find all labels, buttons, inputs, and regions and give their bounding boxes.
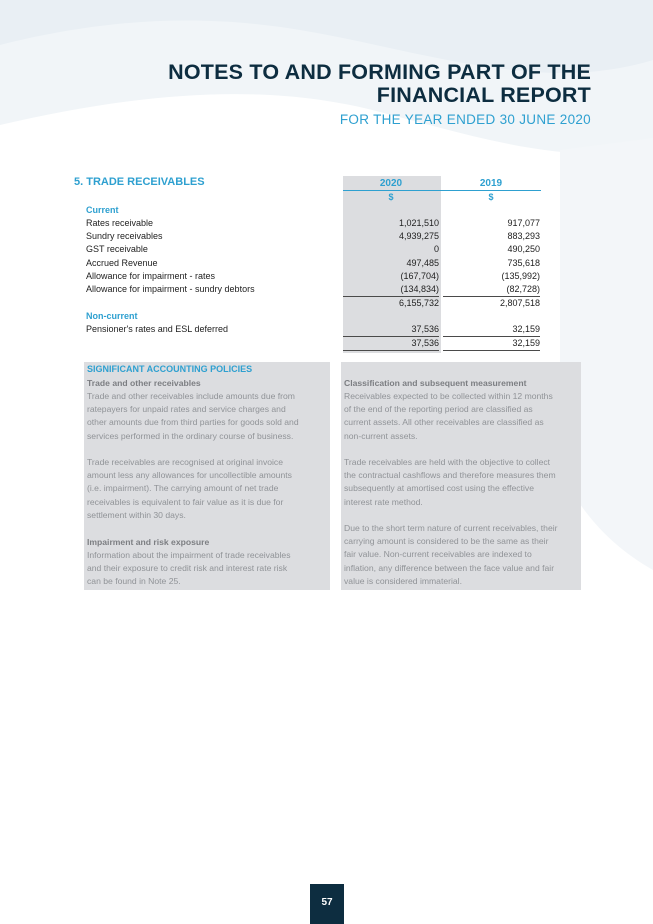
page-subtitle: FOR THE YEAR ENDED 30 JUNE 2020	[339, 112, 591, 127]
subtotal-rule-2019	[443, 296, 540, 297]
noncurrent-heading: Non-current	[86, 311, 138, 321]
current-heading: Current	[86, 205, 119, 215]
value-2020: 37,536	[411, 324, 439, 334]
header-rule	[343, 190, 541, 191]
value-2019: 490,250	[507, 244, 540, 254]
noncurrent-total-2020: 37,536	[411, 338, 439, 348]
value-2019: 735,618	[507, 258, 540, 268]
value-2020: 1,021,510	[398, 218, 439, 228]
page-title-line1: NOTES TO AND FORMING PART OF THE	[168, 60, 591, 84]
row-label: Allowance for impairment - sundry debtors	[86, 284, 255, 294]
page-number: 57	[321, 897, 333, 908]
section-heading: 5. TRADE RECEIVABLES	[74, 176, 205, 188]
policy-paragraph: Receivables expected to be collected within 12 months of the end of the reporting period are classified as current assets. All other receivables are classified as non-current assets.	[344, 391, 553, 441]
total-underline-2020	[343, 350, 439, 351]
value-2020: 4,939,275	[398, 231, 439, 241]
current-total-2019: 2,807,518	[499, 298, 540, 308]
policy-paragraph: Trade and other receivables include amounts due from ratepayers for unpaid rates and service charges and other amounts due from third parties for goods sold and services performed in the ordinary course of business.	[87, 391, 299, 441]
noncurrent-total-2019: 32,159	[512, 338, 540, 348]
row-label: Rates receivable	[86, 218, 154, 228]
value-2020: (167,704)	[400, 271, 439, 281]
policies-title: SIGNIFICANT ACCOUNTING POLICIES	[87, 364, 253, 374]
year-2020-header: 2020	[379, 178, 403, 189]
value-2020: (134,834)	[400, 284, 439, 294]
total-underline-2019	[443, 350, 540, 351]
policy-subheading: Trade and other receivables	[87, 378, 201, 388]
policy-paragraph: Information about the impairment of trade receivables and their exposure to credit risk and interest rate risk can be found in Note 25.	[87, 550, 291, 587]
value-2019: 32,159	[512, 324, 540, 334]
total-rule-2019	[443, 336, 540, 337]
currency-2020: $	[388, 192, 394, 202]
year-2019-header: 2019	[479, 178, 503, 189]
policy-subheading: Classification and subsequent measurement	[344, 378, 527, 388]
policy-paragraph: Trade receivables are recognised at original invoice amount less any allowances for uncollectible amounts (i.e. impairment). The carrying amount of net trade receivables is equivalent to fair value as it is due for settlement within 30 days.	[87, 457, 292, 520]
value-2019: (135,992)	[501, 271, 540, 281]
currency-2019: $	[488, 192, 494, 202]
policy-subheading: Impairment and risk exposure	[87, 537, 210, 547]
value-2020: 0	[433, 244, 439, 254]
row-label: Sundry receivables	[86, 231, 163, 241]
subtotal-rule-2020	[343, 296, 439, 297]
value-2019: (82,728)	[506, 284, 540, 294]
current-total-2020: 6,155,732	[398, 298, 439, 308]
row-label: Allowance for impairment - rates	[86, 271, 216, 281]
row-label: GST receivable	[86, 244, 148, 254]
total-rule-2020	[343, 336, 439, 337]
policy-paragraph: Due to the short term nature of current receivables, their carrying amount is considered to be the same as their fair value. Non-current receivables are indexed to inflation, any difference between the face value and fair value is considered immaterial.	[344, 523, 558, 586]
value-2020: 497,485	[406, 258, 439, 268]
value-2019: 917,077	[507, 218, 540, 228]
page-title-line2: FINANCIAL REPORT	[376, 83, 591, 107]
row-label: Accrued Revenue	[86, 258, 158, 268]
row-label: Pensioner's rates and ESL deferred	[86, 324, 228, 334]
value-2019: 883,293	[507, 231, 540, 241]
policy-paragraph: Trade receivables are held with the objective to collect the contractual cashflows and therefore measures them subsequently at amortised cost using the effective interest rate method.	[344, 457, 556, 507]
